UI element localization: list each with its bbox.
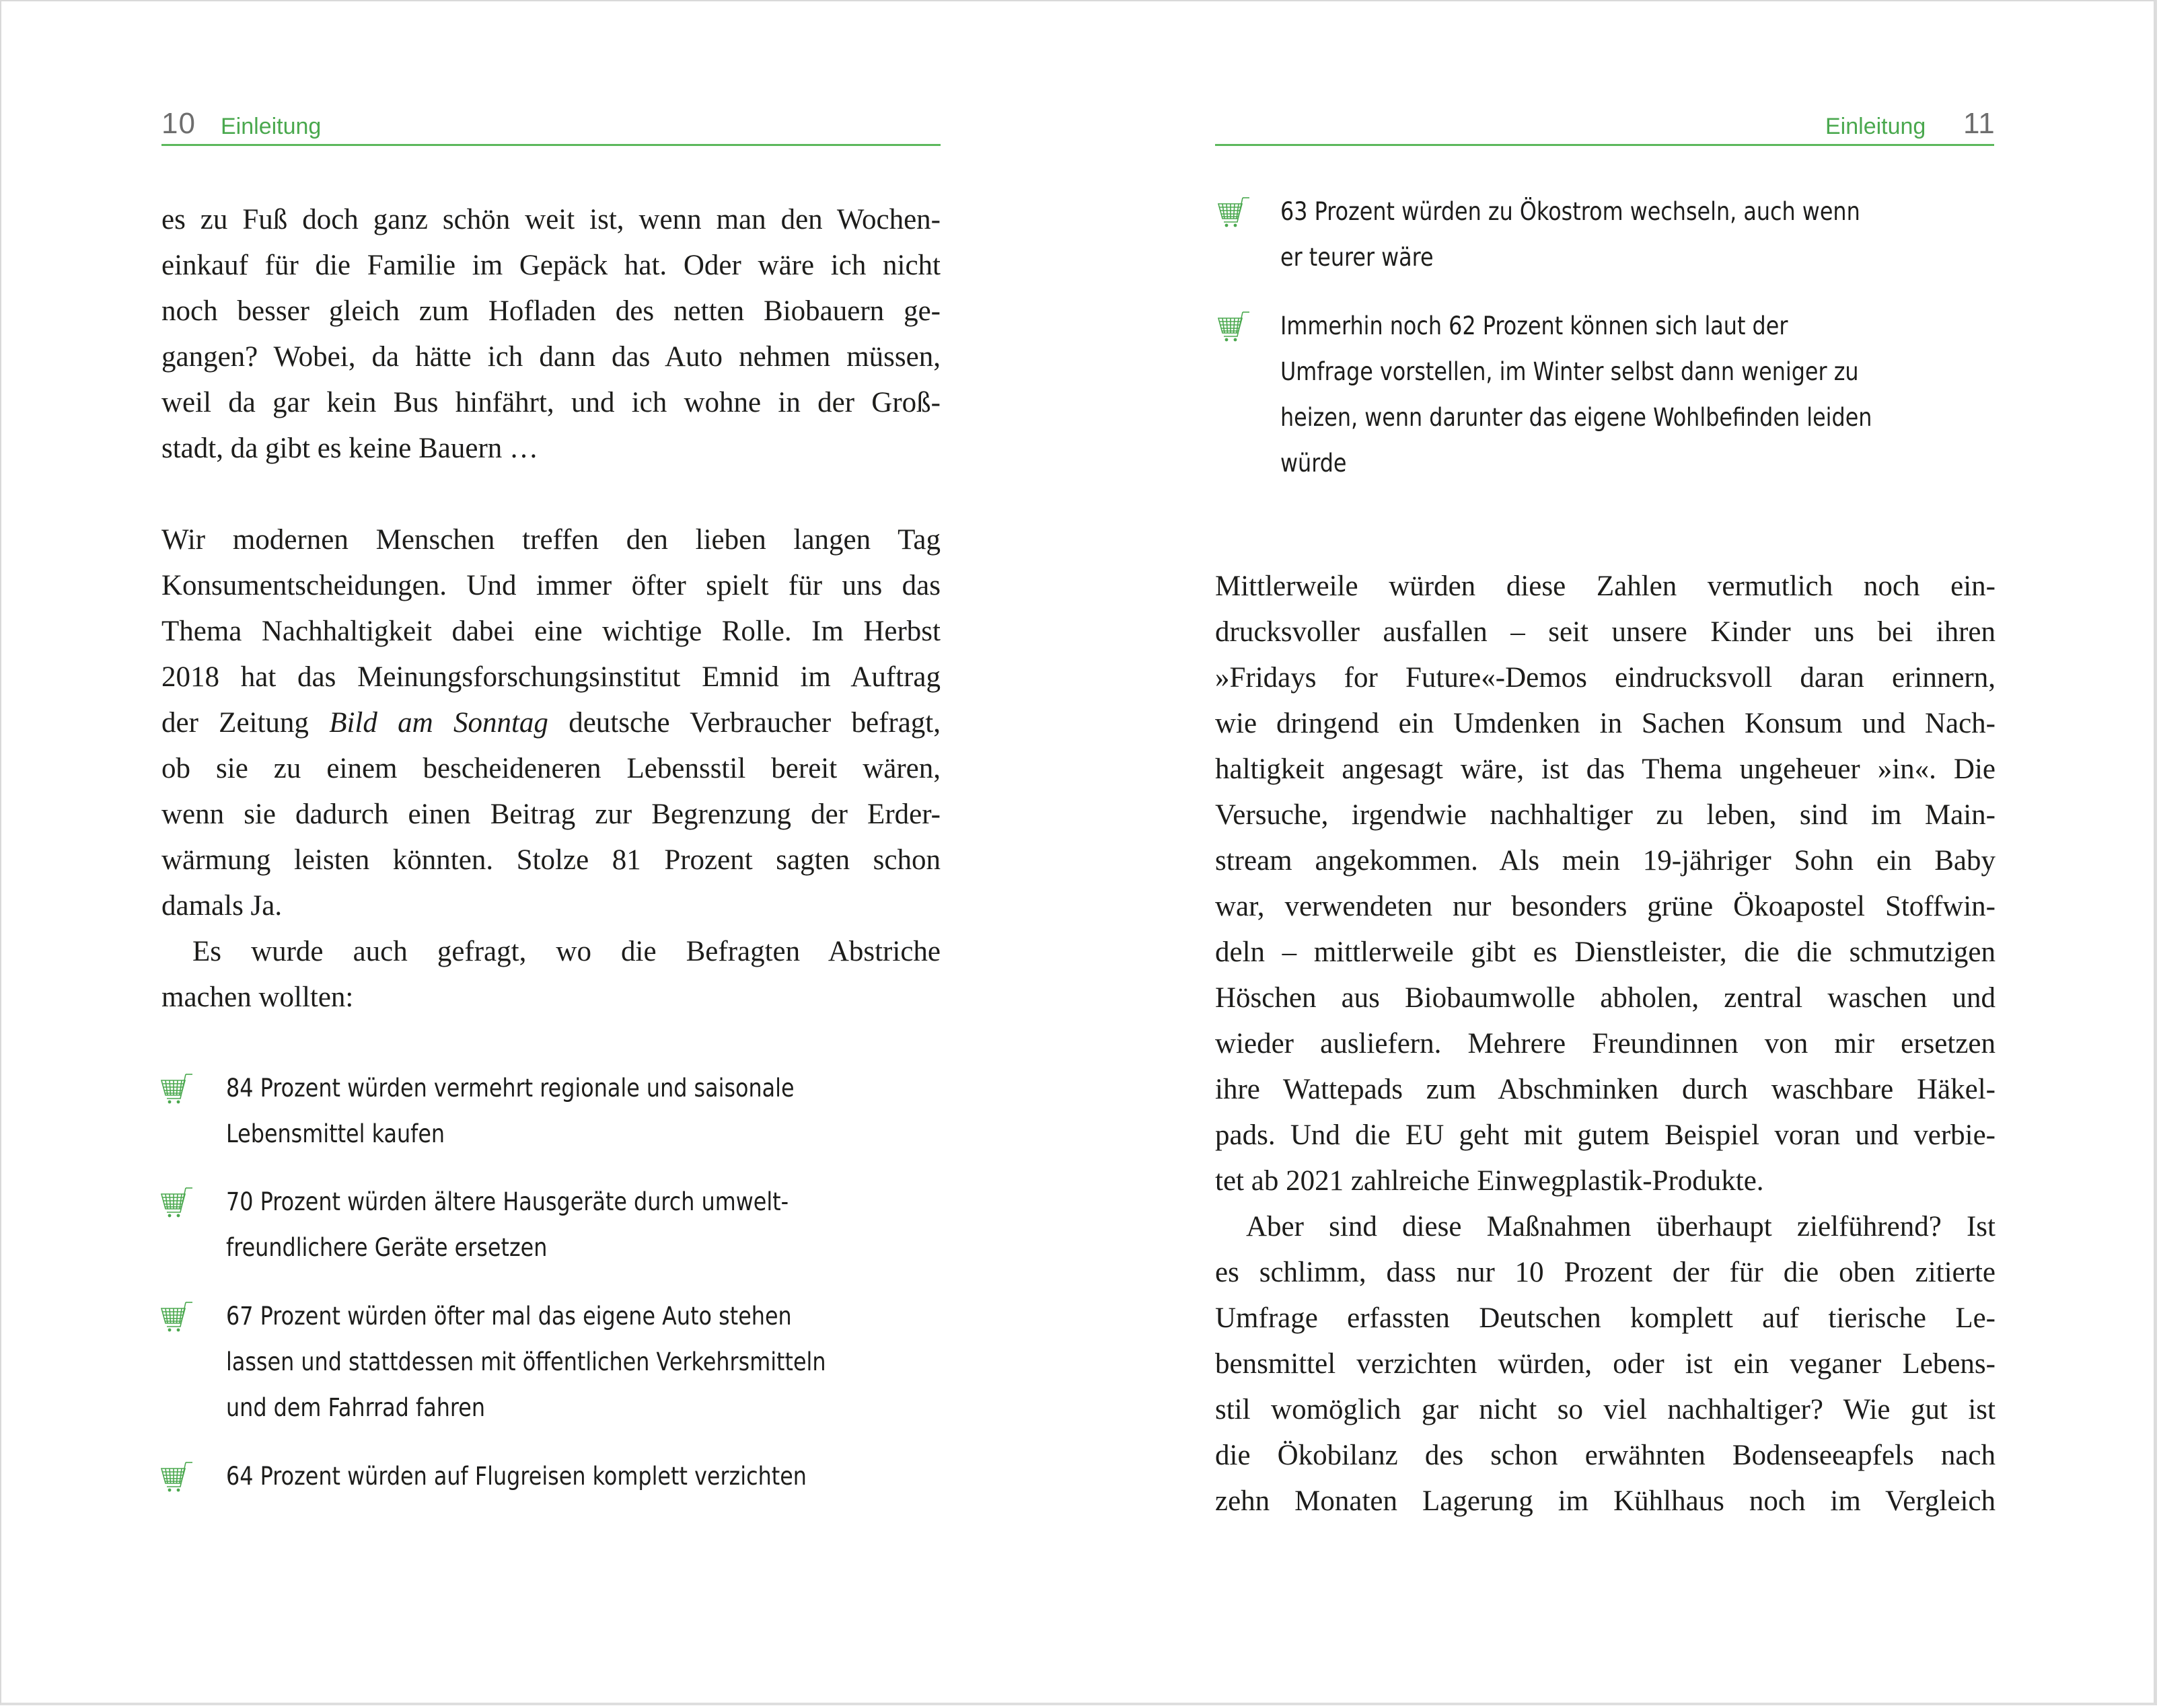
shopping-cart-icon	[160, 1187, 194, 1218]
text-line: haltigkeit angesagt wäre, ist das Thema ungeheuer »in«. Die	[1215, 753, 1996, 785]
page-number: 11	[1963, 107, 1996, 140]
running-head-right	[1215, 106, 1994, 146]
page-number: 10	[161, 107, 196, 140]
text-line: Höschen aus Biobaumwolle abholen, zentral waschen und	[1215, 982, 1996, 1014]
text-line: Es wurde auch gefragt, wo die Befragten Abstriche	[192, 936, 941, 967]
text-line: ihre Wattepads zum Abschminken durch waschbare Häkel-	[1215, 1074, 1996, 1105]
bullet-text: Lebensmittel kaufen	[226, 1119, 445, 1148]
text-line: stadt, da gibt es keine Bauern …	[161, 433, 539, 464]
text-line: bensmittel verzichten würden, oder ist ein veganer Lebens-	[1215, 1348, 1996, 1380]
text-line: »Fridays for Future«-Demos eindrucksvoll daran erinnern,	[1215, 662, 1996, 694]
text-line: wie dringend ein Umdenken in Sachen Konsum und Nach-	[1215, 708, 1996, 739]
bullet-text: freundlichere Geräte ersetzen	[226, 1233, 548, 1262]
text-line: es schlimm, dass nur 10 Prozent der für die oben zitierte	[1215, 1257, 1996, 1288]
text-line: Thema Nachhaltigkeit dabei eine wichtige Rolle. Im Herbst	[161, 616, 941, 647]
shopping-cart-icon	[160, 1461, 194, 1492]
bullet-text: 64 Prozent würden auf Flugreisen komplett verzichten	[226, 1462, 807, 1491]
text-line: noch besser gleich zum Hofladen des netten Biobauern ge-	[161, 295, 941, 327]
text-line: Versuche, irgendwie nachhaltiger zu leben, sind im Main-	[1215, 799, 1996, 831]
bullet-text: lassen und stattdessen mit öffentlichen Verkehrsmitteln	[226, 1347, 826, 1376]
text-span: deutsche Verbraucher befragt,	[548, 707, 941, 739]
text-line: wieder ausliefern. Mehrere Freundinnen von mir ersetzen	[1215, 1028, 1996, 1060]
text-line: machen wollten:	[161, 981, 354, 1013]
text-line: die Ökobilanz des schon erwähnten Bodenseeapfels nach	[1215, 1440, 1996, 1471]
text-line: einkauf für die Familie im Gepäck hat. Oder wäre ich nicht	[161, 250, 941, 281]
bullet-text: Umfrage vorstellen, im Winter selbst dann weniger zu	[1280, 357, 1859, 386]
text-line: Aber sind diese Maßnahmen überhaupt zielführend? Ist	[1246, 1211, 1996, 1242]
text-line: stil womöglich gar nicht so viel nachhaltiger? Wie gut ist	[1215, 1394, 1996, 1425]
newspaper-title: Bild am Sonntag	[329, 707, 548, 739]
text-line: war, verwendeten nur besonders grüne Ökoapostel Stoffwin-	[1215, 891, 1996, 922]
text-line: stream angekommen. Als mein 19-jähriger Sohn ein Baby	[1215, 845, 1996, 877]
text-line: tet ab 2021 zahlreiche Einwegplastik-Produkte.	[1215, 1165, 1764, 1197]
shopping-cart-icon	[160, 1301, 194, 1332]
text-line: weil da gar kein Bus hinfährt, und ich wohne in der Groß-	[161, 387, 941, 418]
text-line: es zu Fuß doch ganz schön weit ist, wenn man den Wochen-	[161, 204, 941, 235]
text-span: der Zeitung	[161, 707, 330, 739]
shopping-cart-icon	[1217, 311, 1251, 342]
bullet-text: 70 Prozent würden ältere Hausgeräte durch umwelt-	[226, 1187, 789, 1216]
bullet-text: würde	[1280, 449, 1347, 478]
text-line	[161, 708, 941, 742]
shopping-cart-icon	[160, 1073, 194, 1104]
running-head-left	[161, 106, 941, 146]
text-line: pads. Und die EU geht mit gutem Beispiel voran und verbie-	[1215, 1119, 1996, 1151]
bullet-text: 63 Prozent würden zu Ökostrom wechseln, auch wenn	[1280, 197, 1860, 226]
bullet-text: heizen, wenn darunter das eigene Wohlbefinden leiden	[1280, 403, 1872, 432]
text-line: Umfrage erfassten Deutschen komplett auf tierische Le-	[1215, 1302, 1996, 1334]
bullet-text: 67 Prozent würden öfter mal das eigene Auto stehen	[226, 1302, 792, 1331]
section-title: Einleitung	[221, 114, 322, 139]
header-rule	[1215, 144, 1994, 146]
bullet-text: und dem Fahrrad fahren	[226, 1393, 485, 1422]
text-line: gangen? Wobei, da hätte ich dann das Auto nehmen müssen,	[161, 341, 941, 373]
right-page	[1081, 1, 2158, 1707]
text-line: wärmung leisten könnten. Stolze 81 Prozent sagten schon	[161, 844, 941, 876]
bullet-text: 84 Prozent würden vermehrt regionale und saisonale	[226, 1074, 795, 1103]
text-line: deln – mittlerweile gibt es Dienstleister, die die schmutzigen	[1215, 936, 1996, 968]
text-line: 2018 hat das Meinungsforschungsinstitut Emnid im Auftrag	[161, 661, 941, 693]
text-line: ob sie zu einem bescheideneren Lebensstil bereit wären,	[161, 753, 941, 784]
text-line: drucksvoller ausfallen – seit unsere Kinder uns bei ihren	[1215, 616, 1996, 648]
text-line: zehn Monaten Lagerung im Kühlhaus noch im Vergleich	[1215, 1485, 1996, 1517]
bullet-text: Immerhin noch 62 Prozent können sich laut der	[1280, 311, 1788, 340]
section-title: Einleitung	[1825, 114, 1926, 139]
text-line: wenn sie dadurch einen Beitrag zur Begrenzung der Erder-	[161, 799, 941, 830]
text-line: Mittlerweile würden diese Zahlen vermutlich noch ein-	[1215, 570, 1996, 602]
shopping-cart-icon	[1217, 196, 1251, 227]
header-rule	[161, 144, 941, 146]
left-page	[1, 1, 1081, 1707]
text-line: Konsumentscheidungen. Und immer öfter spielt für uns das	[161, 570, 941, 601]
bullet-text: er teurer wäre	[1280, 243, 1434, 272]
text-line: damals Ja.	[161, 890, 283, 922]
text-line: Wir modernen Menschen treffen den lieben langen Tag	[161, 524, 941, 556]
